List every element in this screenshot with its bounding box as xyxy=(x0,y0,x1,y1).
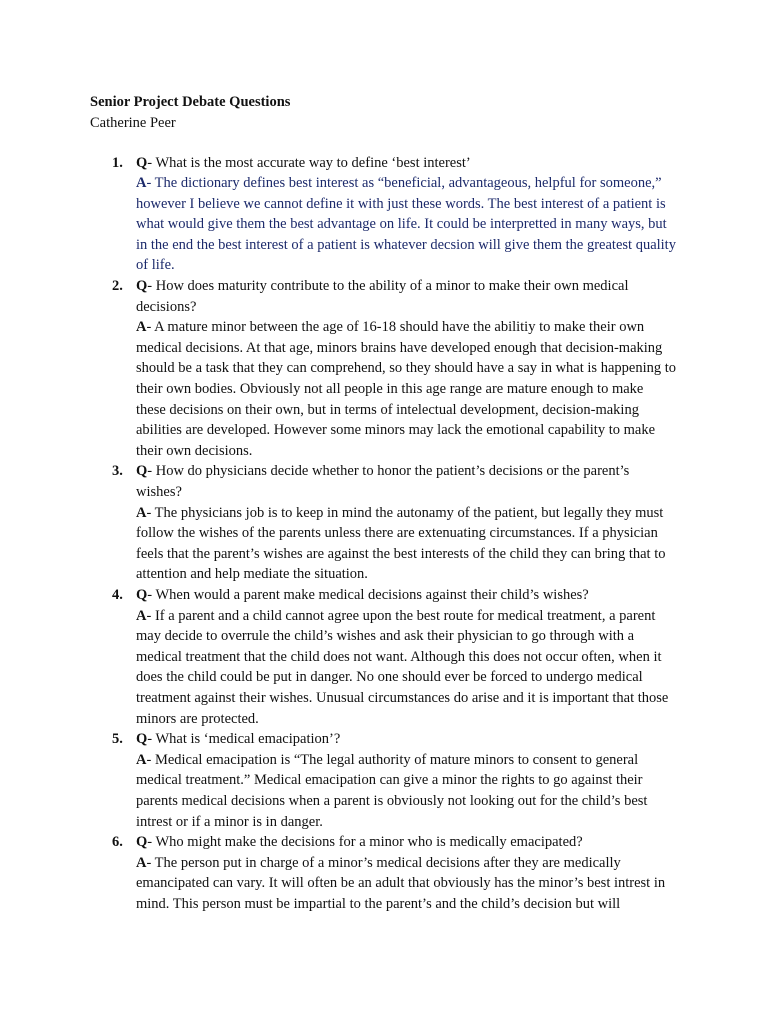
q-label: Q xyxy=(136,463,148,480)
item-number: 4. xyxy=(112,586,123,603)
question-list xyxy=(0,153,768,915)
document-title: Senior Project Debate Questions xyxy=(90,94,291,110)
answer-text: - The person put in charge of a minor’s medical decisions after they are medically emancipated can vary. It will often be an adult that obviously has the minor’s best intrest in mind. This person must be impartial to the parent’s and the child’s decision but will xyxy=(136,854,666,912)
qa-item-6 xyxy=(0,832,768,914)
question-text: - How does maturity contribute to the ability of a minor to make their own medical decisions? xyxy=(136,278,629,315)
answer-text: - A mature minor between the age of 16-18 should have the abilitiy to make their own medical decisions. At that age, minors brains have developed enough that decision-making should be a task that they can comprehend, so they should have a say in what is happening to their own bodies. Obviously not all people in this age range are mature enough to make these decisions on their own, but in terms of intelectual development, decision-making abilities are developed. However some minors may lack the emotional capability to make their own decisions. xyxy=(136,319,676,459)
question-text: - What is the most accurate way to define ‘best interest’ xyxy=(147,154,471,171)
question-line xyxy=(136,276,676,317)
question-line xyxy=(136,585,676,606)
question-text: - How do physicians decide whether to honor the patient’s decisions or the parent’s wishes? xyxy=(136,463,630,500)
answer-line xyxy=(136,606,676,730)
answer-line xyxy=(136,853,676,915)
a-label: A xyxy=(136,319,147,336)
question-text: - What is ‘medical emacipation’? xyxy=(147,731,341,748)
question-text: - Who might make the decisions for a minor who is medically emacipated? xyxy=(147,834,583,851)
answer-text: - The physicians job is to keep in mind the autonamy of the patient, but legally they must follow the wishes of the parents unless there are extenuating circumstances. If a physician feels that the parent’s wishes are against the best interests of the child they can bring that to attention and help mediate the situation. xyxy=(136,504,666,583)
answer-line xyxy=(136,750,676,832)
answer-line xyxy=(136,317,676,461)
qa-body xyxy=(136,585,676,729)
q-label: Q xyxy=(136,731,148,748)
a-label: A xyxy=(136,854,147,871)
question-line xyxy=(136,729,676,750)
item-number: 1. xyxy=(112,154,123,171)
qa-body xyxy=(136,461,676,585)
qa-item-1 xyxy=(0,153,768,277)
a-label: A xyxy=(136,607,147,624)
q-label: Q xyxy=(136,834,148,851)
item-number: 6. xyxy=(112,834,123,851)
q-label: Q xyxy=(136,278,148,295)
answer-line xyxy=(136,173,676,276)
answer-text: - The dictionary defines best interest as “beneficial, advantageous, helpful for someone,” however I believe we cannot define it with just these words. The best interest of a patient is what would give them the best advantage on life. It could be interpretted in many ways, but in the end the best interest of a patient is whatever decsion will give them the greatest quality of life. xyxy=(136,175,676,274)
a-label: A xyxy=(136,504,147,521)
q-label: Q xyxy=(136,154,148,171)
item-number: 5. xyxy=(112,731,123,748)
question-text: - When would a parent make medical decisions against their child’s wishes? xyxy=(147,586,589,603)
qa-body xyxy=(136,729,676,832)
item-number: 3. xyxy=(112,463,123,480)
a-label: A xyxy=(136,175,147,192)
item-number: 2. xyxy=(112,278,123,295)
question-line xyxy=(136,461,676,502)
answer-text: - Medical emacipation is “The legal authority of mature minors to consent to general medical treatment.” Medical emacipation can give a minor the rights to go against their parents medical decisions when a parent is obviously not looking out for the child’s best intrest or if a minor is in danger. xyxy=(136,751,648,830)
qa-item-5 xyxy=(0,729,768,832)
q-label: Q xyxy=(136,586,148,603)
author-name: Catherine Peer xyxy=(90,115,176,131)
answer-text: - If a parent and a child cannot agree upon the best route for medical treatment, a parent may decide to overrule the child’s wishes and ask their physician to go through with a medical treatment that the child does not want. Although this does not occur often, when it does the child could be put in danger. No one should ever be forced to undergo medical treatment against their wishes. Unusual circumstances do arise and it is important that those minors are protected. xyxy=(136,607,669,727)
qa-body xyxy=(136,276,676,461)
qa-item-3 xyxy=(0,461,768,585)
a-label: A xyxy=(136,751,147,768)
question-line xyxy=(136,153,676,174)
qa-body xyxy=(136,832,676,914)
qa-body xyxy=(136,153,676,277)
qa-item-2 xyxy=(0,276,768,461)
question-line xyxy=(136,832,676,853)
qa-item-4 xyxy=(0,585,768,729)
answer-line xyxy=(136,503,676,585)
